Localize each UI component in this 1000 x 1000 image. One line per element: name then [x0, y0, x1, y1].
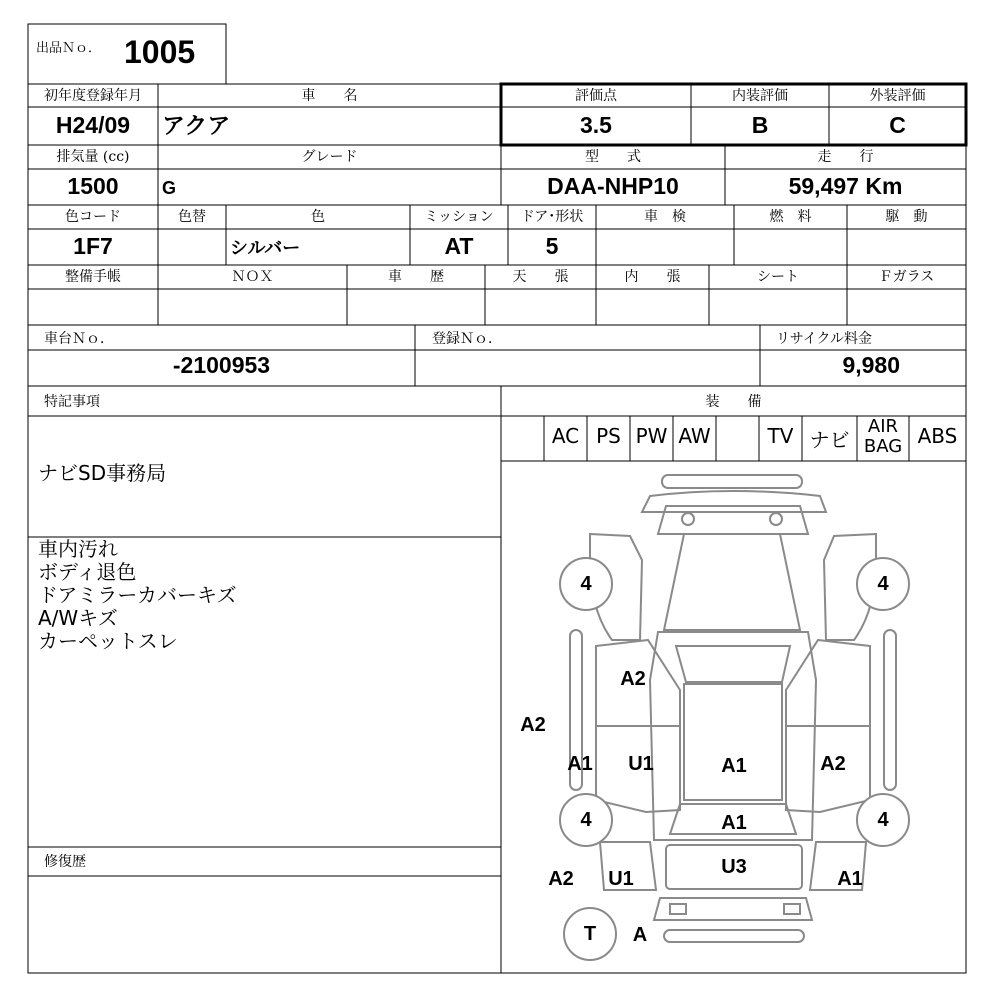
- registration-number-label: 登録Ｎｏ．: [432, 331, 502, 347]
- roof-lining-label: 天 張: [512, 269, 569, 285]
- car-name-value: アクア: [162, 112, 231, 138]
- special-notes-label: 特記事項: [44, 394, 100, 410]
- score-label: 評価点: [575, 88, 617, 104]
- color-code-label: 色コード: [65, 209, 121, 225]
- headlight-left-outline: [682, 513, 694, 525]
- door-value: 5: [545, 233, 559, 259]
- displacement-label: 排気量 (cc): [56, 149, 130, 165]
- grade-label: グレード: [301, 149, 358, 165]
- equipment-item-tv: TV: [767, 424, 794, 448]
- seat-label: シート: [757, 269, 799, 285]
- grade-value: G: [162, 178, 177, 198]
- windshield-outline: [676, 646, 790, 682]
- equipment-label: 装 備: [705, 394, 762, 410]
- damage-mark: A2: [520, 714, 546, 736]
- drive-label: 駆 動: [885, 209, 928, 225]
- equipment-item-aw: AW: [678, 424, 711, 448]
- color-code-value: 1F7: [73, 233, 113, 259]
- taillight-left-outline: [670, 904, 686, 914]
- nox-label: ＮＯＸ: [231, 269, 274, 285]
- color-change-label: 色替: [178, 209, 206, 225]
- damage-mark: A1: [721, 755, 747, 777]
- interior-grade-label: 内装評価: [732, 88, 788, 104]
- notes-line: ボディ退色: [38, 560, 137, 584]
- damage-mark: A2: [620, 668, 646, 690]
- exterior-grade-label: 外装評価: [869, 88, 926, 104]
- special-notes-line: ナビSD事務局: [38, 461, 167, 485]
- score-value: 3.5: [580, 112, 612, 138]
- damage-mark: A: [632, 924, 648, 946]
- mileage-label: 走 行: [817, 149, 874, 165]
- rear-skirt-outline: [664, 930, 804, 942]
- front-bumper-outline: [662, 475, 802, 488]
- damage-mark: U3: [721, 856, 747, 878]
- exterior-grade-value: C: [889, 112, 906, 138]
- mileage-value: 59,497 Km: [788, 173, 903, 199]
- hood-outline: [658, 506, 808, 534]
- front-glass-label: Ｆガラス: [878, 269, 935, 285]
- repair-history-label: 修復歴: [44, 854, 86, 870]
- color-value: シルバー: [230, 238, 301, 258]
- door-shape-label: ドア･形状: [520, 209, 584, 225]
- inspection-label: 車 検: [644, 209, 686, 225]
- damage-mark: U1: [628, 753, 654, 775]
- interior-trim-label: 内 張: [624, 269, 681, 285]
- car-name-label: 車 名: [301, 88, 358, 104]
- damage-mark: A1: [721, 812, 747, 834]
- roof-outline: [684, 684, 782, 800]
- vehicle-history-label: 車 歴: [388, 269, 444, 285]
- recycle-fee-value: 9,980: [842, 352, 900, 378]
- tire-rear-right-value: 4: [877, 809, 889, 831]
- notes-line: カーペットスレ: [38, 629, 178, 653]
- first-registration-value: H24/09: [55, 112, 131, 138]
- first-registration-label: 初年度登録年月: [44, 88, 142, 104]
- lot-number: 1005: [124, 34, 196, 70]
- model-code-label: 型 式: [585, 149, 641, 165]
- mission-value: AT: [444, 233, 474, 259]
- color-label: 色: [311, 209, 325, 225]
- notes-line: ドアミラーカバーキズ: [38, 583, 237, 607]
- right-sill-outline: [884, 630, 896, 790]
- tire-rear-left-value: 4: [580, 809, 592, 831]
- displacement-value: 1500: [67, 173, 119, 199]
- notes-line: A/Wキズ: [38, 606, 118, 630]
- equipment-item-ps: PS: [596, 424, 621, 448]
- cabin-outline: [650, 632, 816, 840]
- rear-bumper-outline: [654, 898, 812, 920]
- chassis-number-value: -2100953: [172, 352, 271, 378]
- fuel-label: 燃 料: [769, 209, 812, 225]
- chassis-number-label: 車台Ｎｏ．: [44, 331, 114, 347]
- equipment-item-pw: PW: [635, 424, 668, 448]
- equipment-item-airbag: AIR BAG: [863, 416, 903, 457]
- mission-label: ミッション: [424, 209, 494, 225]
- maintenance-book-label: 整備手帳: [65, 269, 121, 285]
- damage-mark: A2: [820, 753, 846, 775]
- damage-mark: A2: [548, 868, 574, 890]
- damage-mark: A1: [837, 868, 863, 890]
- spare-tire-value: T: [583, 923, 597, 945]
- damage-mark: U1: [608, 868, 634, 890]
- tire-front-right-value: 4: [877, 573, 889, 595]
- equipment-item-navi: ナビ: [809, 428, 850, 452]
- recycle-fee-label: リサイクル料金: [776, 331, 873, 347]
- equipment-item-abs: ABS: [917, 424, 958, 448]
- taillight-right-outline: [784, 904, 800, 914]
- lot-number-label: 出品Ｎｏ．: [36, 41, 102, 56]
- damage-mark: A1: [567, 753, 593, 775]
- bonnet-outline: [664, 534, 800, 630]
- headlight-right-outline: [770, 513, 782, 525]
- tire-front-left-value: 4: [580, 573, 592, 595]
- model-code-value: DAA-NHP10: [547, 173, 679, 199]
- notes-line: 車内汚れ: [38, 537, 118, 561]
- equipment-item-ac: AC: [551, 424, 580, 448]
- interior-grade-value: B: [751, 112, 769, 138]
- front-grille-outline: [642, 491, 826, 512]
